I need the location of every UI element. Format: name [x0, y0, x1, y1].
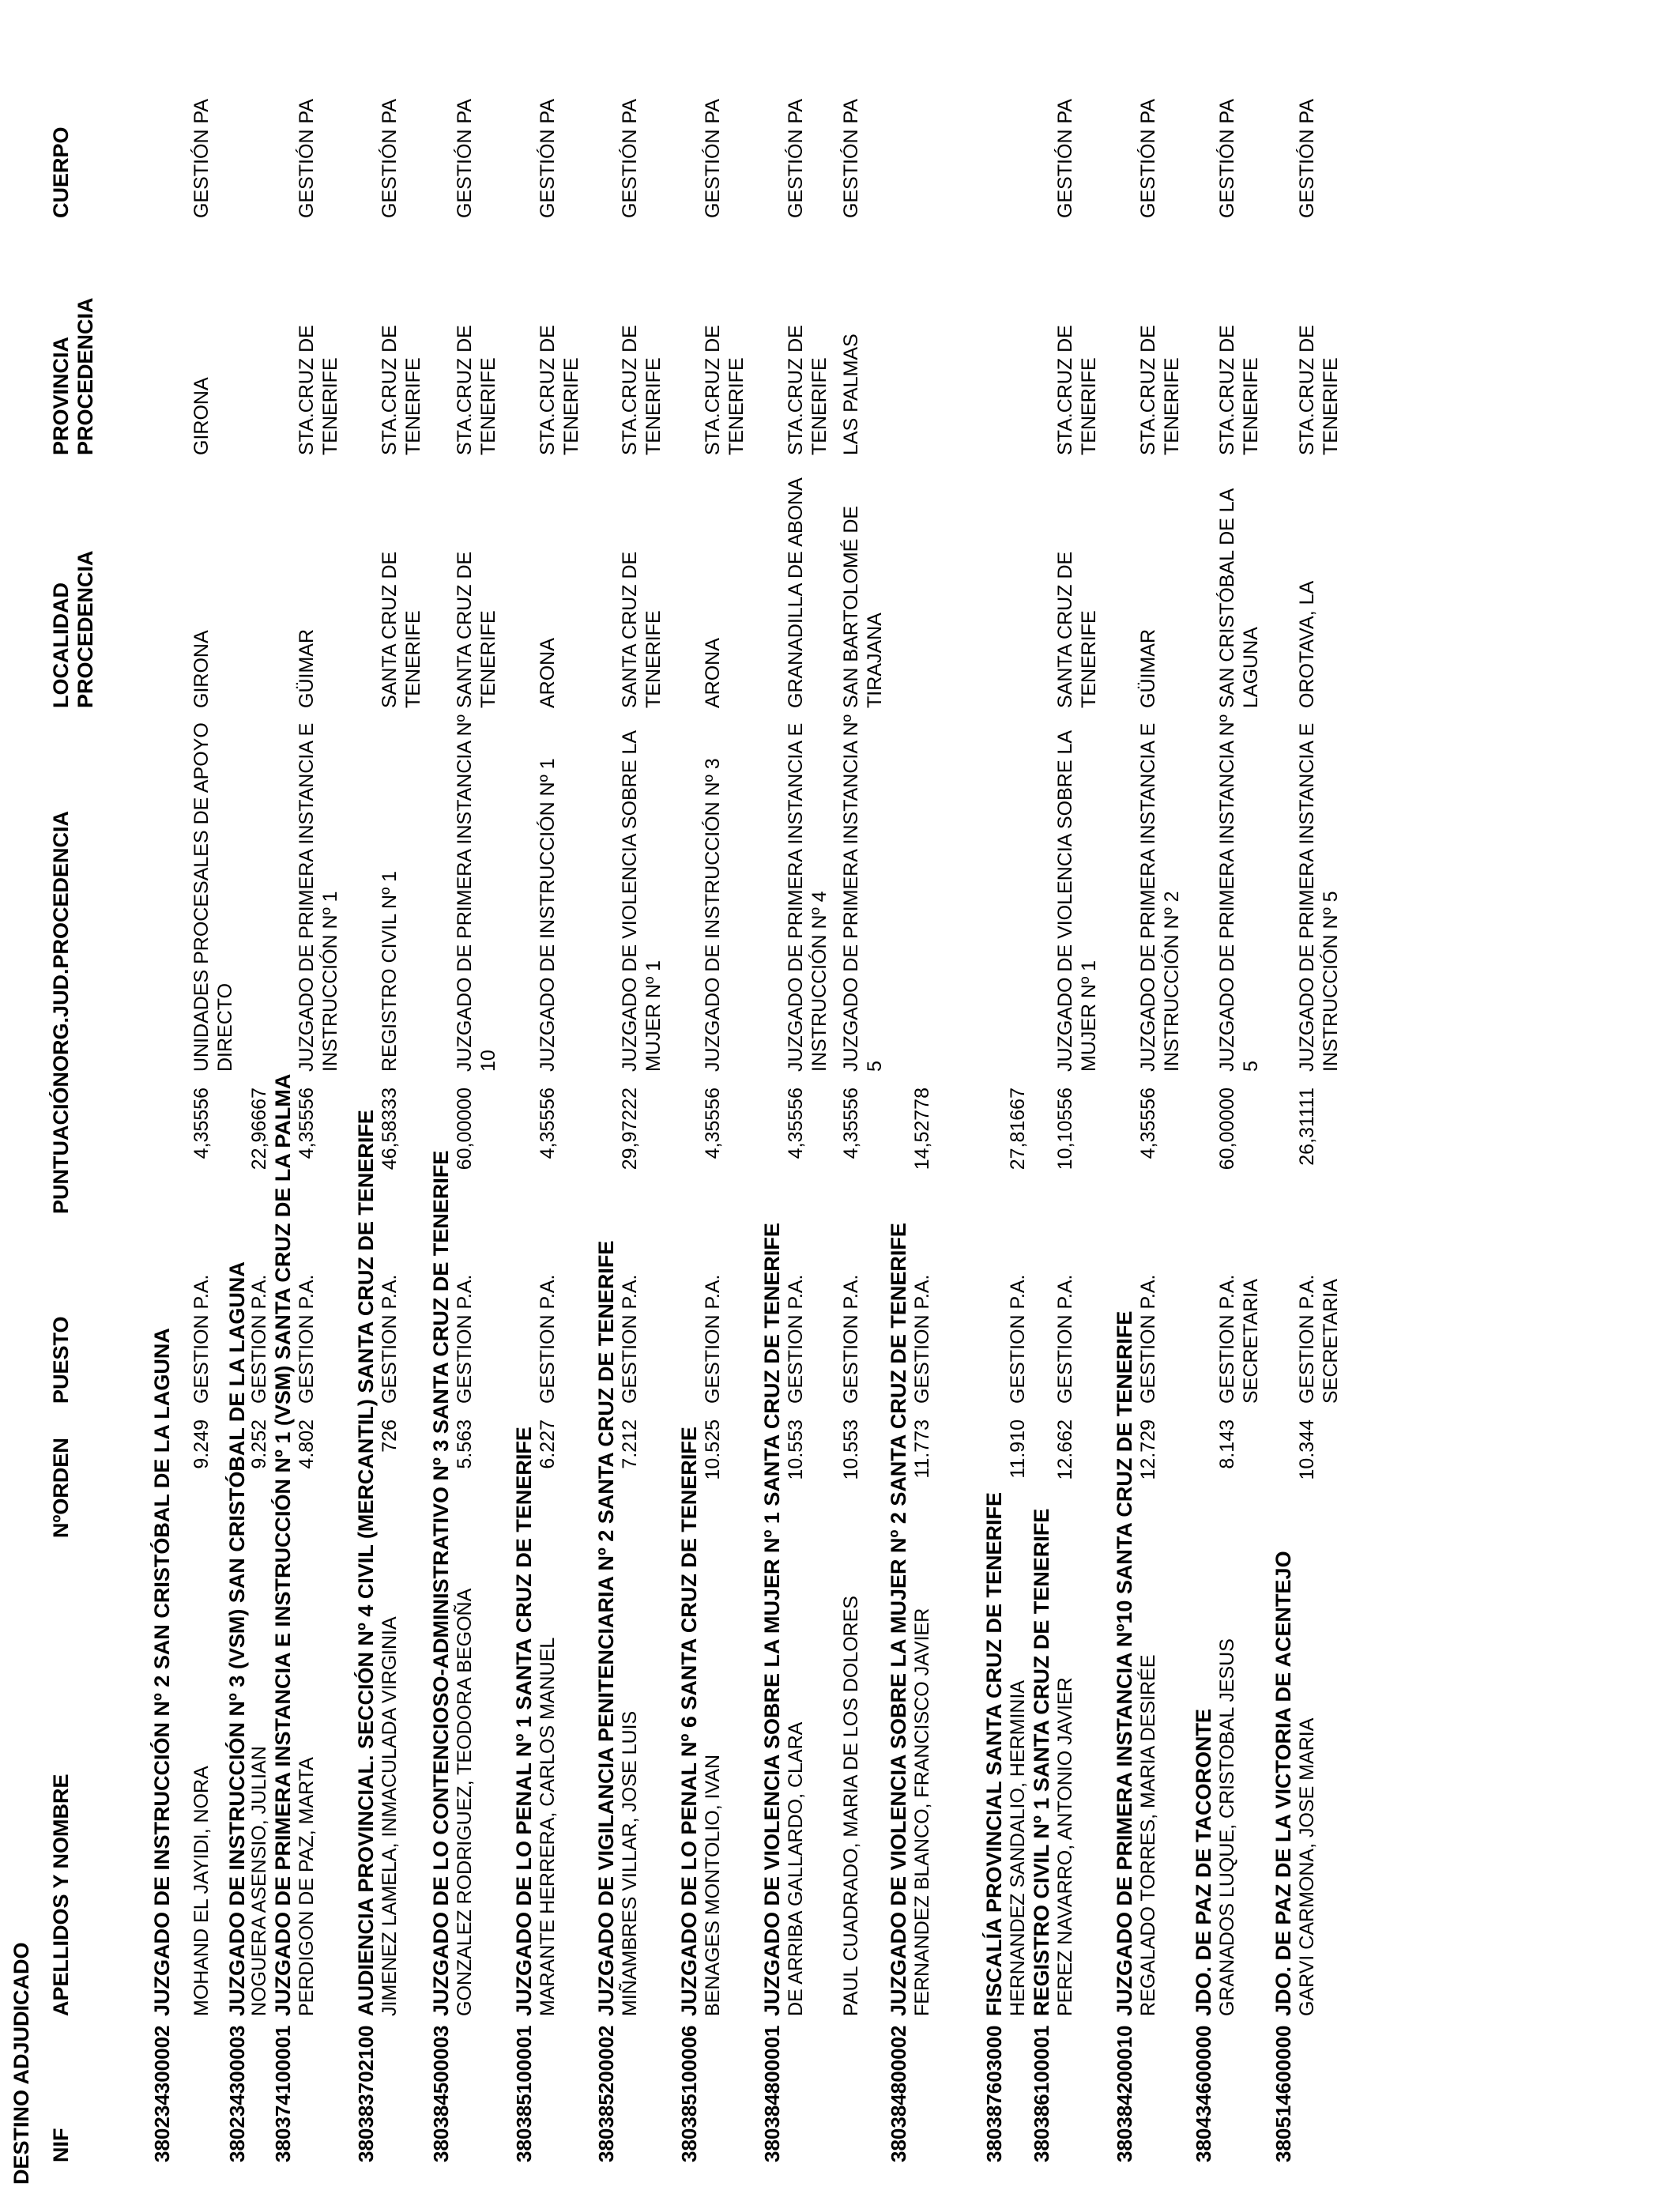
cell-organo: JUZGADO DE PRIMERA INSTANCIA E INSTRUCCIÓN Nº 5 [1296, 722, 1342, 1072]
cell-puntuacion: 4,35556 [190, 1088, 213, 1159]
cell-puntuacion: 4,35556 [537, 1088, 559, 1159]
cell-orden: 7.212 [619, 1419, 641, 1469]
destino-title: REGISTRO CIVIL Nº 1 SANTA CRUZ DE TENERIFE [1030, 1508, 1053, 2016]
cell-organo: JUZGADO DE INSTRUCCIÓN Nº 1 [537, 758, 559, 1072]
header-provincia: PROVINCIA PROCEDENCIA [49, 297, 97, 455]
cell-puesto: GESTION P.A. [296, 1274, 318, 1404]
cell-cuerpo: GESTIÓN PA [1216, 99, 1238, 218]
destino-nif: 380384800001 [760, 2025, 784, 2162]
cell-localidad: GÜIMAR [1137, 629, 1159, 708]
destino-title: JUZGADO DE PRIMERA INSTANCIA E INSTRUCCIÓN Nº 1 (VSM) SANTA CRUZ DE LA PALMA [271, 1073, 295, 2016]
cell-puntuacion: 26,31111 [1296, 1088, 1318, 1166]
cell-orden: 10.553 [785, 1419, 807, 1480]
cell-puesto: GESTION P.A. [248, 1274, 270, 1404]
header-organo: ORG.JUD.PROCEDENCIA [49, 810, 73, 1072]
cell-localidad: GÜIMAR [296, 629, 318, 708]
destino-title: JUZGADO DE LO CONTENCIOSO-ADMINISTRATIVO Nº 3 SANTA CRUZ DE TENERIFE [429, 1150, 453, 2016]
cell-localidad: GIRONA [190, 630, 213, 708]
cell-orden: 10.553 [840, 1419, 862, 1480]
destino-nif: 380514600000 [1271, 2025, 1295, 2162]
cell-puntuacion: 4,35556 [840, 1088, 862, 1159]
header-localidad: LOCALIDAD PROCEDENCIA [49, 550, 97, 708]
cell-puesto: GESTION P.A. [840, 1274, 862, 1404]
cell-nombre: HERNANDEZ SANDALIO, HERMINIA [1007, 1679, 1029, 2016]
cell-puntuacion: 4,35556 [702, 1088, 724, 1159]
cell-nombre: REGALADO TORRES, MARIA DESIRÉE [1137, 1654, 1159, 2016]
cell-localidad: ARONA [702, 638, 724, 708]
cell-cuerpo: GESTIÓN PA [296, 99, 318, 218]
cell-localidad: SANTA CRUZ DE TENERIFE [1054, 551, 1100, 708]
cell-organo: JUZGADO DE PRIMERA INSTANCIA Nº 5 [1216, 714, 1262, 1072]
cell-puesto: GESTION P.A. [702, 1274, 724, 1404]
cell-orden: 11.773 [911, 1419, 933, 1479]
cell-orden: 10.525 [702, 1419, 724, 1480]
cell-organo: JUZGADO DE PRIMERA INSTANCIA E INSTRUCCIÓN Nº 4 [785, 722, 831, 1072]
cell-cuerpo: GESTIÓN PA [1137, 99, 1159, 218]
cell-orden: 5.563 [454, 1419, 476, 1469]
header-nif: NIF [49, 2128, 73, 2162]
cell-localidad: SAN BARTOLOMÉ DE TIRAJANA [840, 505, 886, 708]
cell-puesto: GESTION P.A. [1137, 1274, 1159, 1404]
destino-nif: 380385100001 [512, 2025, 536, 2162]
destino-title: JUZGADO DE INSTRUCCIÓN Nº 3 (VSM) SAN CRISTÓBAL DE LA LAGUNA [225, 1261, 249, 2016]
destino-title: JDO. DE PAZ DE LA VICTORIA DE ACENTEJO [1271, 1551, 1295, 2016]
cell-puntuacion: 14,52778 [911, 1088, 933, 1171]
cell-puesto: GESTION P.A. [537, 1274, 559, 1404]
destino-nif: 380384500003 [429, 2025, 453, 2162]
cell-nombre: PAUL CUADRADO, MARIA DE LOS DOLORES [840, 1595, 862, 2016]
destino-title: JUZGADO DE PRIMERA INSTANCIA Nº10 SANTA CRUZ DE TENERIFE [1113, 1310, 1136, 2016]
cell-puntuacion: 60,00000 [1216, 1088, 1238, 1171]
destino-nif: 380234300002 [150, 2025, 174, 2162]
cell-cuerpo: GESTIÓN PA [619, 99, 641, 218]
cell-provincia: STA.CRUZ DE TENERIFE [296, 325, 341, 455]
destino-title: JUZGADO DE VIOLENCIA SOBRE LA MUJER Nº 2 SANTA CRUZ DE TENERIFE [887, 1223, 910, 2016]
cell-cuerpo: GESTIÓN PA [785, 99, 807, 218]
cell-nombre: MIÑAMBRES VILLAR, JOSE LUIS [619, 1710, 641, 2016]
cell-localidad: SANTA CRUZ DE TENERIFE [619, 551, 665, 708]
cell-nombre: DE ARRIBA GALLARDO, CLARA [785, 1721, 807, 2016]
cell-nombre: MOHAND EL JAYIDI, NORA [190, 1766, 213, 2016]
cell-orden: 6.227 [537, 1419, 559, 1469]
destino-nif: 380384200010 [1113, 2025, 1136, 2162]
cell-organo: JUZGADO DE VIOLENCIA SOBRE LA MUJER Nº 1 [1054, 731, 1100, 1072]
destino-nif: 380385200002 [594, 2025, 618, 2162]
cell-puntuacion: 22,96667 [248, 1088, 270, 1171]
destino-nif: 380374100001 [271, 2025, 295, 2162]
destino-title: AUDIENCIA PROVINCIAL. SECCIÓN Nº 4 CIVIL (MERCANTIL) SANTA CRUZ DE TENERIFE [354, 1110, 378, 2016]
cell-nombre: PERDIGON DE PAZ, MARTA [296, 1757, 318, 2016]
cell-cuerpo: GESTIÓN PA [379, 99, 401, 218]
cell-localidad: SANTA CRUZ DE TENERIFE [379, 551, 424, 708]
cell-puntuacion: 10,10556 [1054, 1088, 1076, 1171]
cell-cuerpo: GESTIÓN PA [537, 99, 559, 218]
cell-orden: 4.802 [296, 1419, 318, 1469]
cell-nombre: NOGUERA ASENSIO, JULIAN [248, 1746, 270, 2016]
cell-localidad: SANTA CRUZ DE TENERIFE [454, 551, 499, 708]
cell-puesto: GESTION P.A. [379, 1274, 401, 1404]
cell-puntuacion: 4,35556 [785, 1088, 807, 1159]
cell-puntuacion: 46,58333 [379, 1088, 401, 1171]
cell-organo: JUZGADO DE PRIMERA INSTANCIA Nº 10 [454, 714, 499, 1072]
header-puntuacion: PUNTUACIÓN [49, 1072, 73, 1214]
cell-provincia: STA.CRUZ DE TENERIFE [1216, 325, 1262, 455]
cell-puesto: GESTION P.A. [1007, 1274, 1029, 1404]
cell-orden: 8.143 [1216, 1419, 1238, 1469]
cell-orden: 12.662 [1054, 1419, 1076, 1480]
destino-title: JUZGADO DE INSTRUCCIÓN Nº 2 SAN CRISTÓBAL DE LA LAGUNA [150, 1328, 174, 2016]
cell-localidad: GRANADILLA DE ABONA [785, 477, 807, 708]
cell-puesto: GESTION P.A. SECRETARIA [1296, 1274, 1342, 1404]
cell-organo: JUZGADO DE PRIMERA INSTANCIA E INSTRUCCIÓN Nº 1 [296, 722, 341, 1072]
cell-nombre: JIMENEZ LAMELA, INMACULADA VIRGINIA [379, 1616, 401, 2016]
cell-puesto: GESTION P.A. [1054, 1274, 1076, 1404]
cell-orden: 726 [379, 1419, 401, 1453]
destino-nif: 380384800002 [887, 2025, 910, 2162]
destino-title: JUZGADO DE LO PENAL Nº 1 SANTA CRUZ DE TENERIFE [512, 1427, 536, 2016]
cell-cuerpo: GESTIÓN PA [702, 99, 724, 218]
cell-puesto: GESTION P.A. [190, 1274, 213, 1404]
destino-nif: 380385100006 [677, 2025, 701, 2162]
cell-nombre: MARANTE HERRERA, CARLOS MANUEL [537, 1637, 559, 2016]
cell-nombre: GONZALEZ RODRIGUEZ, TEODORA BEGOÑA [454, 1588, 476, 2016]
header-nombre: APELLIDOS Y NOMBRE [49, 1774, 73, 2016]
cell-puntuacion: 60,00000 [454, 1088, 476, 1171]
cell-orden: 10.344 [1296, 1419, 1318, 1480]
destino-title: JUZGADO DE VIOLENCIA SOBRE LA MUJER Nº 1 SANTA CRUZ DE TENERIFE [760, 1223, 784, 2016]
cell-puntuacion: 4,35556 [296, 1088, 318, 1159]
cell-nombre: FERNANDEZ BLANCO, FRANCISCO JAVIER [911, 1608, 933, 2016]
cell-organo: JUZGADO DE INSTRUCCIÓN Nº 3 [702, 758, 724, 1072]
cell-provincia: LAS PALMAS [840, 334, 862, 455]
cell-cuerpo: GESTIÓN PA [190, 99, 213, 218]
cell-organo: REGISTRO CIVIL Nº 1 [379, 870, 401, 1072]
cell-organo: JUZGADO DE VIOLENCIA SOBRE LA MUJER Nº 1 [619, 731, 665, 1072]
cell-nombre: BENAGES MONTOLIO, IVAN [702, 1754, 724, 2016]
cell-puntuacion: 4,35556 [1137, 1088, 1159, 1159]
cell-provincia: STA.CRUZ DE TENERIFE [1137, 325, 1183, 455]
cell-localidad: ARONA [537, 638, 559, 708]
cell-orden: 9.249 [190, 1419, 213, 1469]
destino-nif: 380387603000 [982, 2025, 1006, 2162]
cell-orden: 11.910 [1007, 1419, 1029, 1479]
cell-organo: JUZGADO DE PRIMERA INSTANCIA E INSTRUCCIÓN Nº 2 [1137, 722, 1183, 1072]
cell-provincia: STA.CRUZ DE TENERIFE [537, 325, 582, 455]
cell-nombre: GARVI CARMONA, JOSE MARIA [1296, 1717, 1318, 2016]
cell-provincia: STA.CRUZ DE TENERIFE [785, 325, 831, 455]
cell-puntuacion: 29,97222 [619, 1088, 641, 1171]
cell-orden: 12.729 [1137, 1419, 1159, 1480]
destino-title: FISCALÍA PROVINCIAL SANTA CRUZ DE TENERIFE [982, 1491, 1006, 2016]
cell-provincia: STA.CRUZ DE TENERIFE [1296, 325, 1342, 455]
cell-cuerpo: GESTIÓN PA [1054, 99, 1076, 218]
header-puesto: PUESTO [49, 1316, 73, 1404]
destino-nif: 380234300003 [225, 2025, 249, 2162]
destino-nif: 380383702100 [354, 2025, 378, 2162]
cell-provincia: STA.CRUZ DE TENERIFE [454, 325, 499, 455]
cell-puesto: GESTION P.A. [619, 1274, 641, 1404]
cell-provincia: GIRONA [190, 377, 213, 455]
header-cuerpo: CUERPO [49, 126, 73, 218]
destino-nif: 380386100001 [1030, 2025, 1053, 2162]
cell-puesto: GESTION P.A. SECRETARIA [1216, 1274, 1262, 1404]
cell-puesto: GESTION P.A. [454, 1274, 476, 1404]
cell-puntuacion: 27,81667 [1007, 1088, 1029, 1171]
destino-title: JUZGADO DE LO PENAL Nº 6 SANTA CRUZ DE TENERIFE [677, 1427, 701, 2016]
cell-provincia: STA.CRUZ DE TENERIFE [1054, 325, 1100, 455]
destino-nif: 380434600000 [1192, 2025, 1215, 2162]
cell-cuerpo: GESTIÓN PA [1296, 99, 1318, 218]
cell-puesto: GESTION P.A. [785, 1274, 807, 1404]
page-heading: DESTINO ADJUDICADO [9, 1942, 33, 2185]
cell-provincia: STA.CRUZ DE TENERIFE [702, 325, 748, 455]
cell-nombre: GRANADOS LUQUE, CRISTOBAL JESUS [1216, 1638, 1238, 2016]
cell-organo: JUZGADO DE PRIMERA INSTANCIA Nº 5 [840, 714, 886, 1072]
cell-organo: UNIDADES PROCESALES DE APOYO DIRECTO [190, 722, 236, 1072]
cell-puesto: GESTION P.A. [911, 1274, 933, 1404]
cell-cuerpo: GESTIÓN PA [840, 99, 862, 218]
destino-title: JDO. DE PAZ DE TACORONTE [1192, 1708, 1215, 2016]
cell-provincia: STA.CRUZ DE TENERIFE [379, 325, 424, 455]
cell-localidad: OROTAVA, LA [1296, 580, 1318, 708]
cell-localidad: SAN CRISTÓBAL DE LA LAGUNA [1216, 489, 1262, 708]
cell-nombre: PEREZ NAVARRO, ANTONIO JAVIER [1054, 1677, 1076, 2016]
cell-cuerpo: GESTIÓN PA [454, 99, 476, 218]
cell-orden: 9.252 [248, 1419, 270, 1469]
cell-provincia: STA.CRUZ DE TENERIFE [619, 325, 665, 455]
header-orden: NºORDEN [49, 1438, 73, 1538]
destino-title: JUZGADO DE VIGILANCIA PENITENCIARIA Nº 2 SANTA CRUZ DE TENERIFE [594, 1240, 618, 2016]
